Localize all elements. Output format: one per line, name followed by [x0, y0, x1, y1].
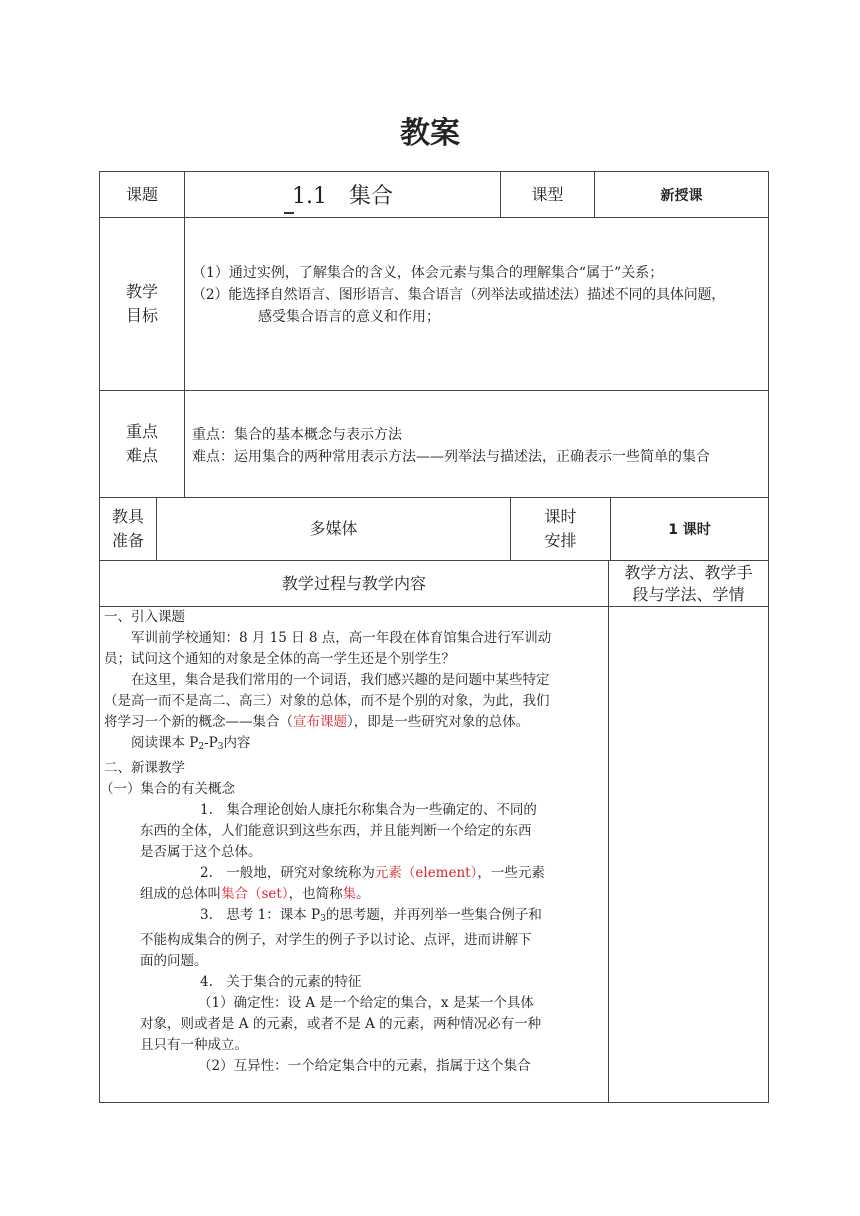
item-1 [104, 800, 604, 863]
item-3 [104, 905, 604, 972]
hours-label [511, 498, 610, 560]
paragraph-notice-2: 员；试问这个通知的对象是全体的高一学生还是个别学生？ [104, 651, 455, 667]
table-border-right [768, 171, 769, 1103]
topic-value: 1.1 集合 [292, 184, 393, 209]
announce-topic-highlight: 宣布课题 [293, 714, 347, 730]
goal-item-1: （1）通过实例，了解集合的含义，体会元素与集合的理解集合“属于”关系； [192, 265, 664, 281]
method-header-line1: 教学方法、教学手 [624, 562, 753, 582]
item-2-text: 2. 一般地，研究对象统称为 [200, 865, 375, 881]
row-divider-2 [99, 390, 769, 391]
concept-text-post: ），即是一些研究对象的总体。 [347, 714, 530, 730]
item-3-text-post: 的思考题，并再列举一些集合例子和 [325, 907, 542, 923]
process-header: 教学过程与教学内容 [281, 573, 426, 593]
reading-text: 阅读课本 P [131, 735, 199, 751]
topic-underline-mark [284, 212, 294, 214]
item-4-1-line1: （1）确定性：设 A 是一个给定的集合，x 是某一个具体 [198, 995, 534, 1011]
key-points-label [100, 391, 184, 497]
topic-label: 课题 [125, 184, 158, 204]
table-border-bottom [99, 1102, 769, 1103]
tools-value: 多媒体 [309, 519, 358, 538]
row-divider-1 [99, 217, 769, 218]
item-1-line2: 东西的全体，人们能意识到这些东西，并且能判断一个给定的东西 [140, 823, 532, 839]
goal-item-2-continued: 感受集合语言的意义和作用； [258, 309, 440, 325]
section-heading-new: 二、新课教学 [104, 760, 185, 776]
subsection-heading: （一）集合的有关概念 [100, 781, 235, 797]
reading-dash: -P [204, 735, 218, 751]
item-2b-text: 组成的总体叫 [140, 886, 221, 902]
method-header [609, 561, 768, 606]
page-sub-1: 2 [198, 742, 205, 752]
method-notes-cell [609, 607, 768, 1102]
tools-label-line2: 准备 [111, 531, 144, 550]
tools-label-line1: 教具 [111, 507, 144, 526]
item-2-text-post: ，一些元素 [477, 865, 545, 881]
hours-label-line1: 课时 [544, 507, 577, 526]
goals-content [192, 262, 764, 328]
paragraph-concept-2: （是高一而不是高二、高三）对象的总体，而不是个别的对象，为此，我们 [104, 693, 550, 709]
lesson-content [100, 607, 604, 1077]
set-term-highlight: 集合（set） [221, 886, 289, 902]
page-sub-3: 3 [320, 914, 326, 924]
goals-label [100, 218, 184, 390]
item-4 [104, 972, 604, 1077]
set-short-highlight: 集 [342, 886, 357, 902]
hours-label-line2: 安排 [544, 531, 577, 550]
page-sub-2: 3 [217, 742, 224, 752]
item-3-line1 [140, 905, 604, 930]
key-point: 重点：集合的基本概念与表示方法 [192, 427, 402, 443]
key-label-line1: 重点 [125, 422, 158, 441]
item-3-line3: 面的问题。 [140, 953, 208, 969]
goal-item-2: （2）能选择自然语言、图形语言、集合语言（列举法或描述法）描述不同的具体问题， [192, 287, 726, 303]
difficult-point: 难点：运用集合的两种常用表示方法——列举法与描述法，正确表示一些简单的集合 [192, 449, 710, 465]
paragraph-notice-1: 军训前学校通知：8 月 15 日 8 点，高一年段在体育馆集合进行军训动 [131, 630, 552, 646]
reading-suffix: 内容 [223, 735, 251, 751]
paragraph-concept-1: 在这里，集合是我们常用的一个词语，我们感兴趣的是问题中某些特定 [131, 672, 550, 688]
item-4-1-line3: 且只有一种成立。 [140, 1037, 248, 1053]
method-header-line2: 段与学法、学情 [632, 584, 745, 604]
item-2b-mid: ，也简称 [288, 886, 343, 902]
item-2-line2 [140, 884, 604, 905]
goals-label-line2: 目标 [125, 306, 158, 325]
paragraph-concept-3 [104, 712, 604, 733]
item-3-line2: 不能构成集合的例子，对学生的例子予以讨论、点评，进而讲解下 [140, 932, 532, 948]
item-2b-post: 。 [356, 886, 370, 902]
hours-value: 1 课时 [668, 522, 711, 538]
item-2-line1 [140, 863, 604, 884]
concept-text-pre: 将学习一个新的概念——集合（ [104, 714, 293, 730]
key-points-content [192, 424, 764, 468]
paragraph-reading [104, 733, 604, 758]
item-4-1-line2: 对象，则或者是 A 的元素，或者不是 A 的元素，两种情况必有一种 [140, 1016, 542, 1032]
item-2 [104, 863, 604, 905]
item-1-line3: 是否属于这个总体。 [140, 844, 262, 860]
section-heading-intro: 一、引入课题 [104, 609, 185, 625]
tools-label [100, 498, 156, 560]
item-4-2-line1: （2）互异性：一个给定集合中的元素，指属于这个集合 [198, 1058, 531, 1074]
key-label-line2: 难点 [125, 446, 158, 465]
col-divider-label [184, 171, 185, 498]
document-title: 教案 [400, 116, 460, 151]
type-value: 新授课 [660, 187, 703, 204]
item-1-line1: 1. 集合理论创始人康托尔称集合为一些确定的、不同的 [200, 802, 537, 818]
item-3-text: 3. 思考 1：课本 P [200, 907, 321, 923]
type-label: 课型 [531, 184, 564, 204]
element-term-highlight: 元素（element） [374, 865, 478, 881]
item-4-heading: 4. 关于集合的元素的特征 [200, 974, 362, 990]
goals-label-line1: 教学 [125, 282, 158, 301]
